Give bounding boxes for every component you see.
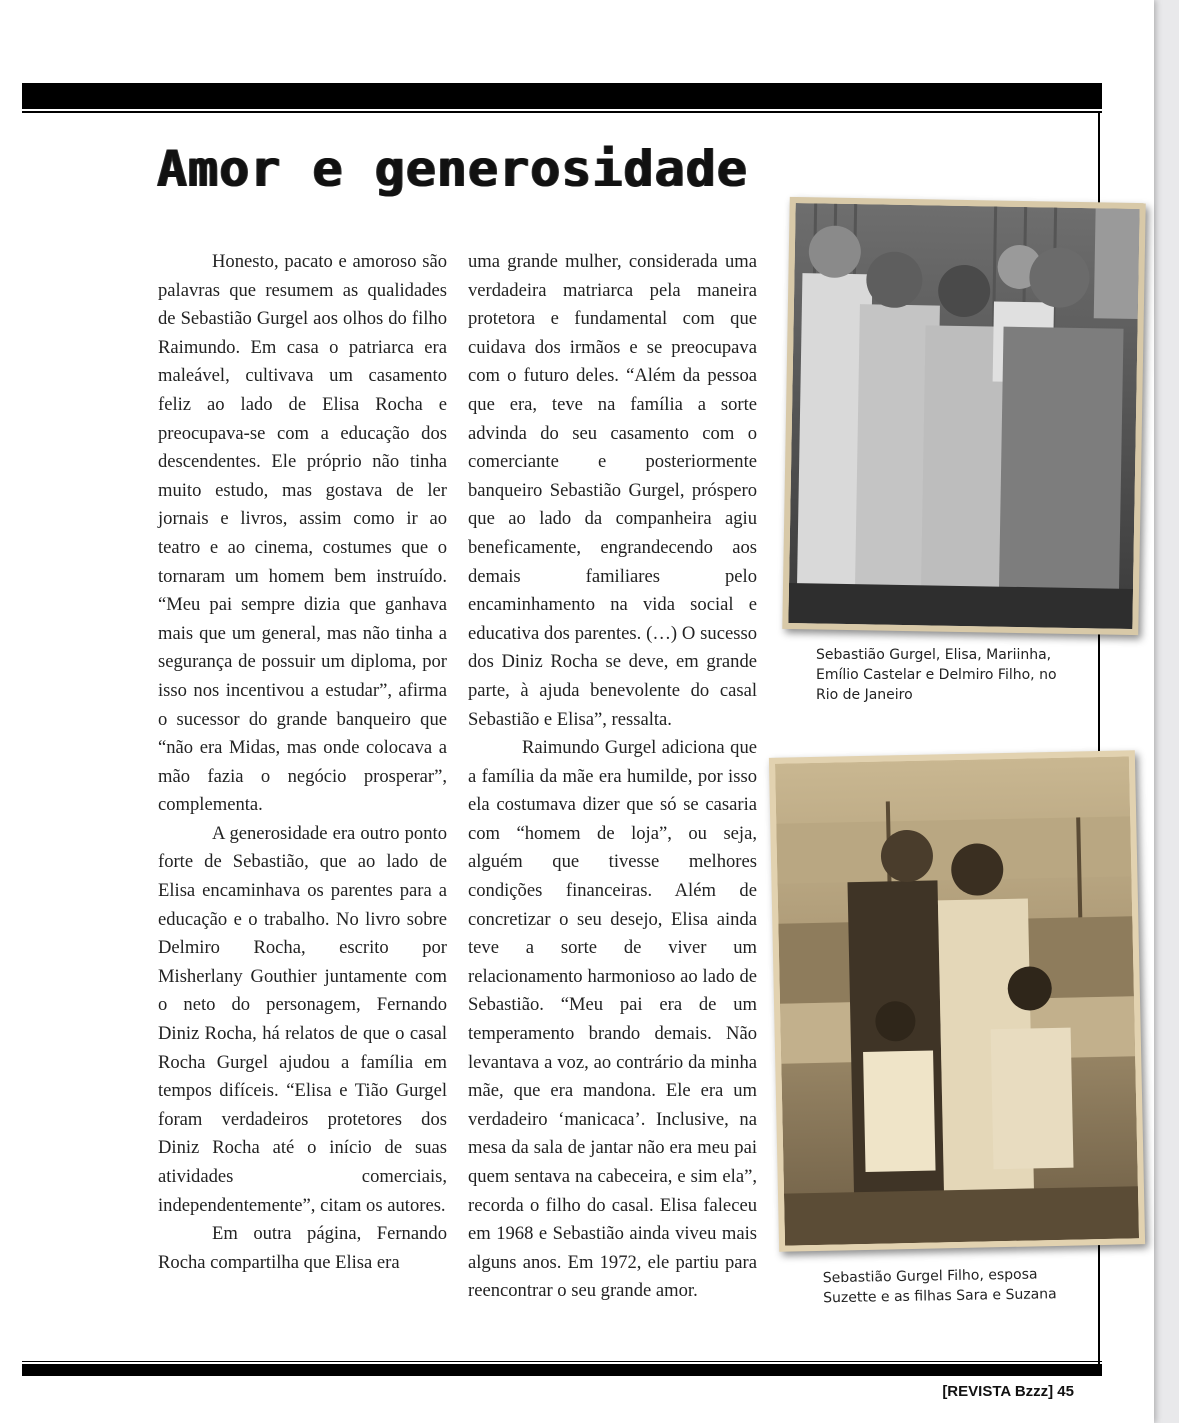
paragraph: uma grande mulher, considerada uma verdadeira matriarca pela maneira protetora e fundamental com que cuidava dos irmãos e se preocupava com o futuro deles. “Além da pessoa que era, teve na família a sorte advinda do seu casamento com o comerciante e posteriormente banqueiro Sebastião Gurgel, próspero que ao lado da companheira agiu beneficamente, engrandecendo aos demais familiares pelo encaminhamento na vida social e educativa dos parentes. (…) O sucesso dos Diniz Rocha se deve, em grande parte, à ajuda benevolente do casal Sebastião e Elisa”, ressalta.	[468, 251, 757, 730]
page-footer-label: [REVISTA Bzzz] 45	[942, 1383, 1074, 1400]
photo-image-sepia	[775, 756, 1139, 1245]
top-rule-line	[22, 111, 1102, 113]
family-photo-rio	[782, 197, 1145, 635]
paragraph: Raimundo Gurgel adiciona que a família da mãe era humilde, por isso ela costumava dizer que só se casaria com “homem de loja”, ou seja, alguém que tivesse melhores condições financeiras. Além de concretizar o seu desejo, Elisa ainda teve a sorte de viver um relacionamento harmonioso ao lado de Sebastião. “Meu pai era de um temperamento brando demais. Não levantava a voz, ao contrário da minha mãe, que era mandona. Ele era um verdadeiro ‘manicaca’. Inclusive, na mesa da sala de jantar não era meu pai quem sentava na cabeceira, e sim ela”, recorda o filho do casal. Elisa faleceu em 1968 e Sebastião ainda viveu mais alguns anos. Em 1972, ele partiu para reencontrar o seu grande amor.	[468, 737, 757, 1302]
photo-image-bw	[788, 203, 1139, 629]
bw-group-photo-illustration	[788, 203, 1139, 629]
text-column-left	[158, 248, 447, 1277]
top-black-bar	[22, 83, 1102, 109]
paragraph: Em outra página, Fernando Rocha compartilha que Elisa era	[158, 1223, 447, 1273]
photo1-caption: Sebastião Gurgel, Elisa, Mariinha, Emílio Castelar e Delmiro Filho, no Rio de Janeiro	[816, 647, 1057, 703]
bottom-black-bar	[22, 1364, 1102, 1376]
family-photo-sepia	[769, 750, 1145, 1252]
bottom-rule-line	[22, 1361, 1102, 1362]
paragraph: A generosidade era outro ponto forte de Sebastião, que ao lado de Elisa encaminhava os parentes para a educação e o trabalho. No livro sobre Delmiro Rocha, escrito por Misherlany Gouthier juntamente com o neto do personagem, Fernando Diniz Rocha, há relatos de que o casal Rocha Gurgel ajudou a família em tempos difíceis. “Elisa e Tião Gurgel foram verdadeiros protetores dos Diniz Rocha até o início de suas atividades comerciais, independentemente”, citam os autores.	[158, 822, 447, 1216]
article-title: Amor e generosidade	[157, 140, 748, 198]
photo2-caption: Sebastião Gurgel Filho, esposa Suzette e as filhas Sara e Suzana	[822, 1266, 1057, 1307]
paragraph: Honesto, pacato e amoroso são palavras que resumem as qualidades de Sebastião Gurgel aos olhos do filho Raimundo. Em casa o patriarca era maleável, cultivava um casamento feliz ao lado de Elisa Rocha e preocupava-se com a educação dos descendentes. Ele próprio não tinha muito estudo, mas gostava de ler jornais e livros, assim como ir ao teatro e ao cinema, costumes que o tornaram um homem bem instruído. “Meu pai sempre dizia que ganhava mais que um general, mas não tinha a segurança de possuir um diploma, por isso nos incentivou a estudar”, afirma o sucessor do grande banqueiro que “não era Midas, mas onde colocava a mão fazia o negócio prosperar”, complementa.	[158, 251, 447, 816]
text-column-middle	[468, 248, 757, 1306]
sepia-family-photo-illustration	[775, 756, 1139, 1245]
